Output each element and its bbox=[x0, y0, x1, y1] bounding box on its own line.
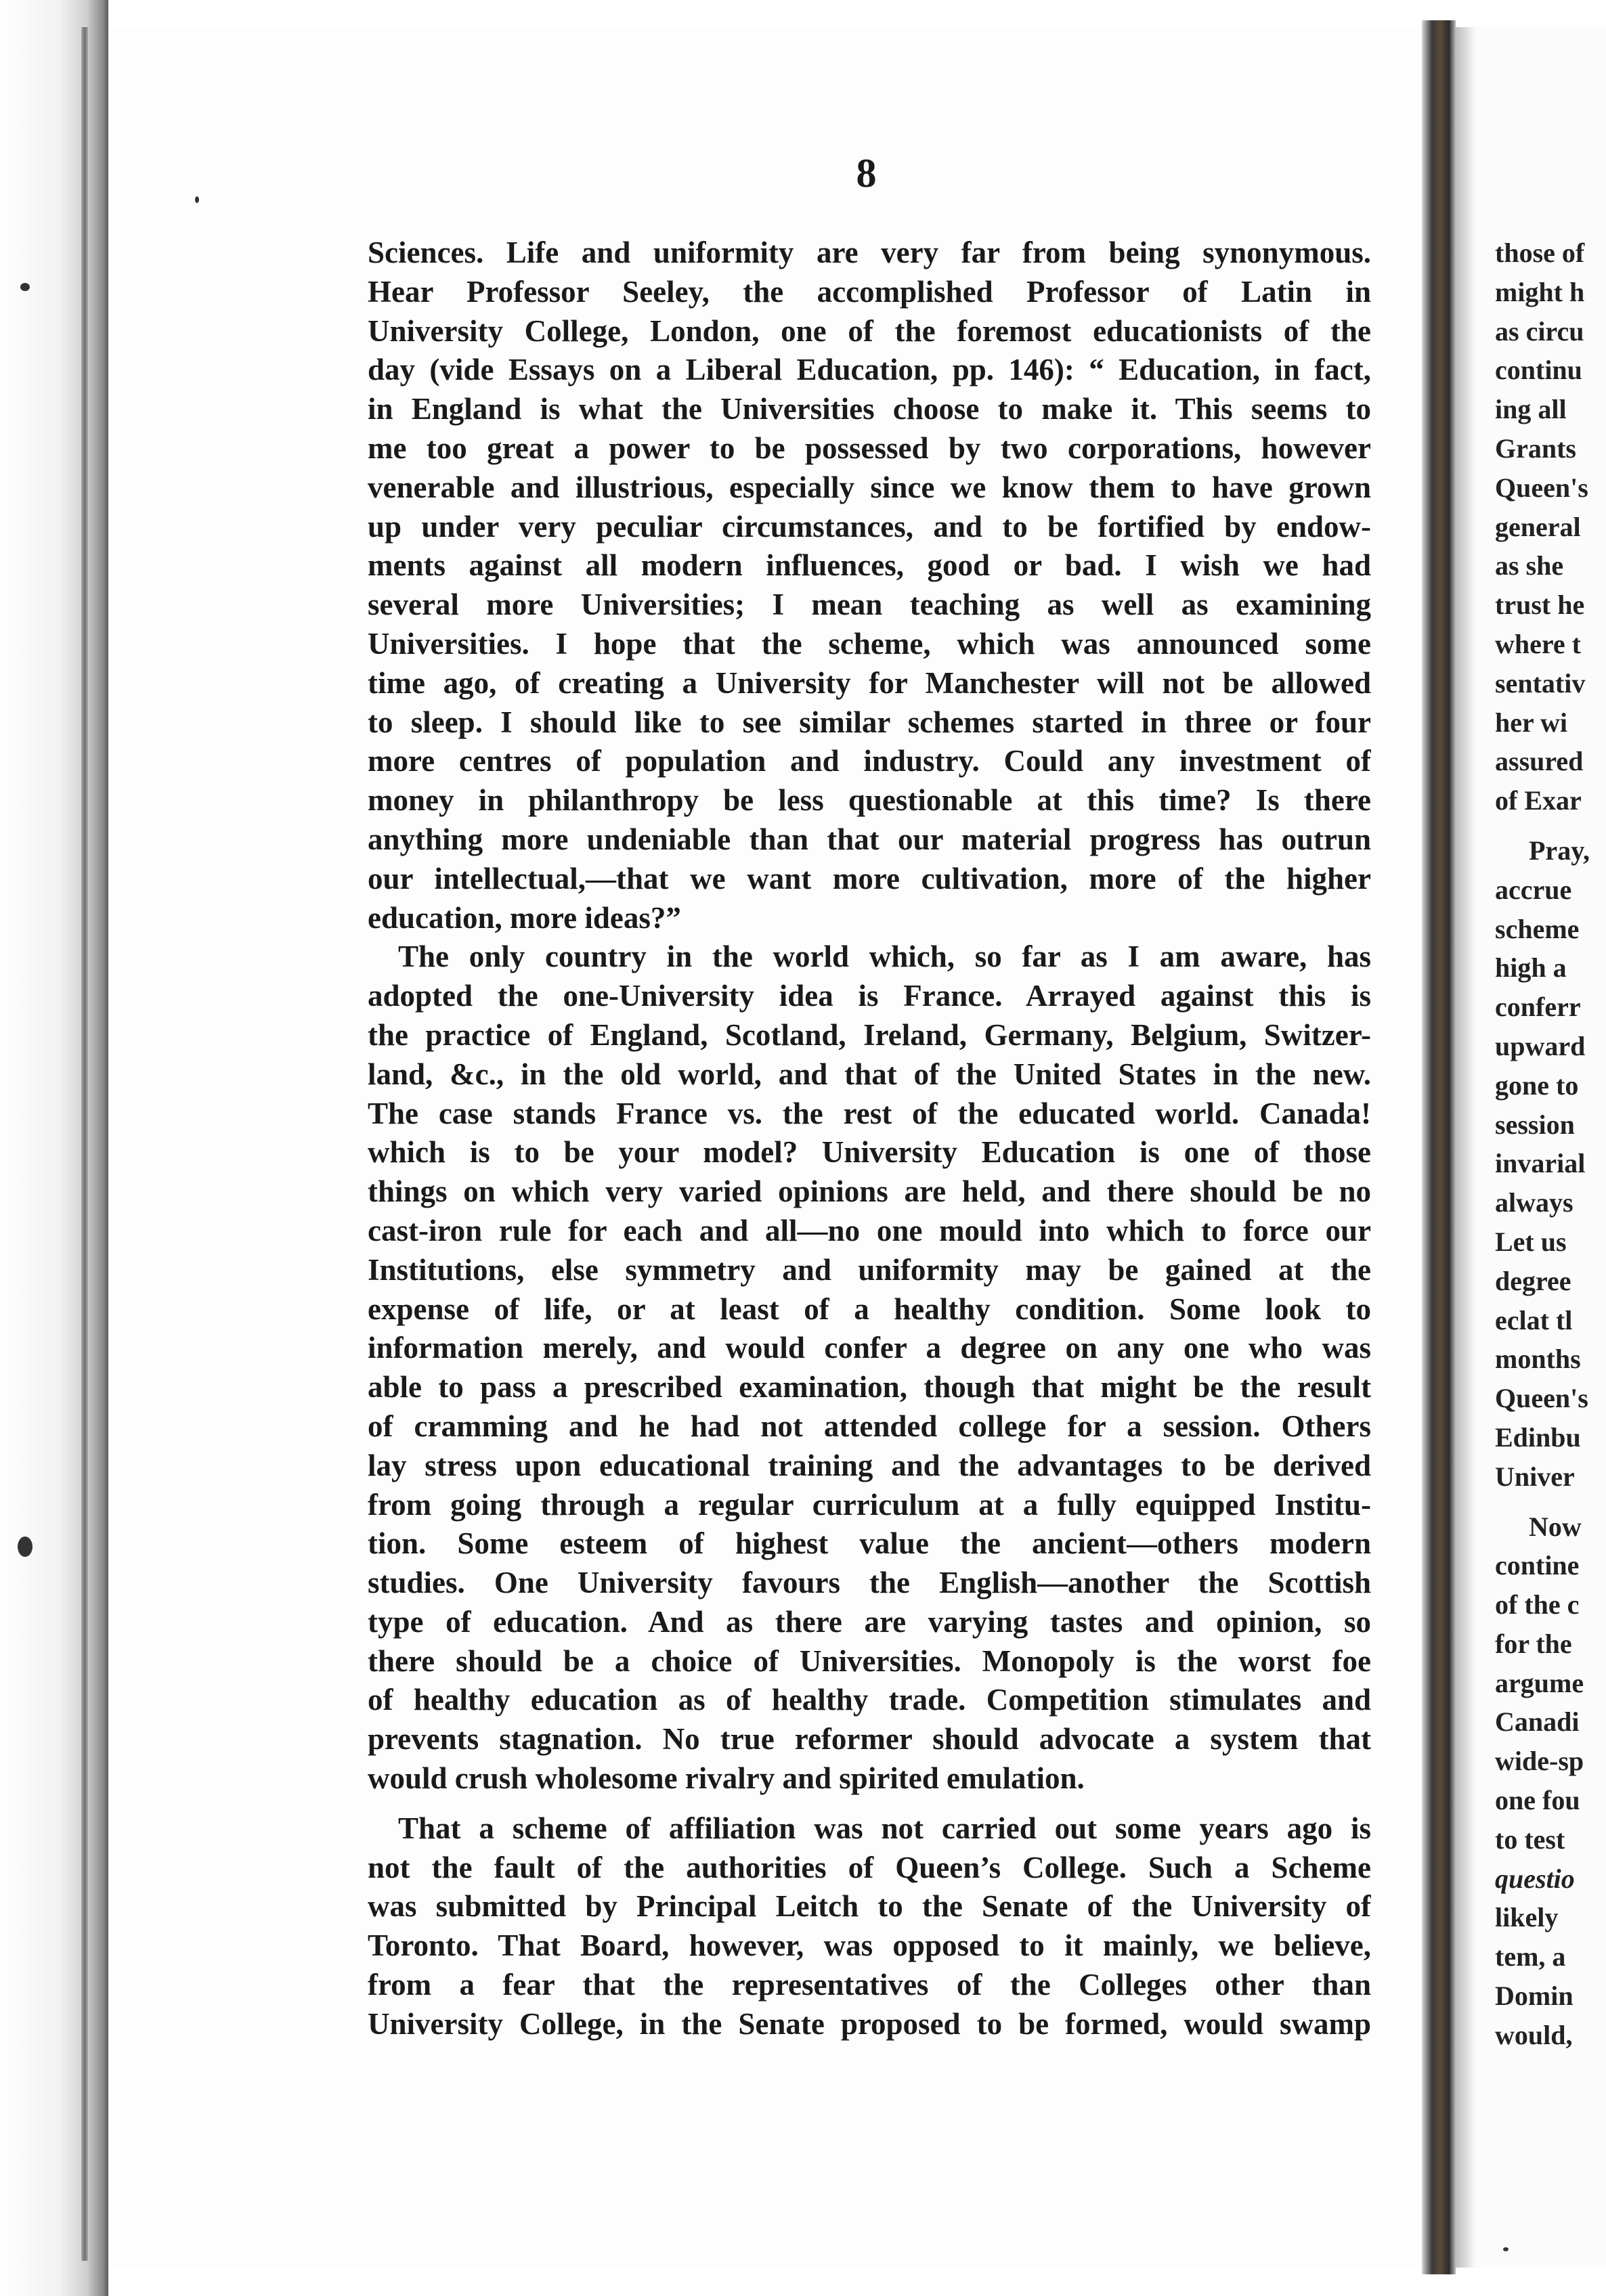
text-line: me too great a power to be possessed by two corporations, however bbox=[368, 430, 1371, 465]
paragraph-spacer bbox=[368, 1798, 1371, 1809]
fragment-line: as circu bbox=[1495, 315, 1584, 347]
text-line: lay stress upon educational training and the advantages to be derived bbox=[368, 1448, 1371, 1482]
fragment-line: general bbox=[1495, 511, 1581, 542]
fragment-line: contine bbox=[1495, 1550, 1580, 1581]
text-line: time ago, of creating a University for Manchester will not be allowed bbox=[368, 665, 1371, 700]
page-9-shadow bbox=[1456, 27, 1476, 2268]
text-line: of healthy education as of healthy trade. Competition stimulates and bbox=[368, 1683, 1371, 1717]
text-line: prevents stagnation. No true reformer should advocate a system that bbox=[368, 1722, 1371, 1757]
text-line: which is to be your model? University Education is one of those bbox=[368, 1135, 1371, 1170]
fragment-line: trust he bbox=[1495, 590, 1585, 621]
text-line: education, more ideas?” bbox=[368, 900, 681, 935]
fragment-line: Pray, bbox=[1529, 835, 1590, 866]
fragment-line: to test bbox=[1495, 1824, 1565, 1855]
fragment-line: Let us bbox=[1495, 1226, 1567, 1257]
text-line: several more Universities; I mean teaching as well as examining bbox=[368, 588, 1371, 622]
text-line: Toronto. That Board, however, was opposed to it mainly, we believe, bbox=[368, 1928, 1371, 1963]
text-line: of cramming and he had not attended college for a session. Others bbox=[368, 1409, 1371, 1443]
fragment-line: Canadi bbox=[1495, 1706, 1580, 1738]
fragment-line: continu bbox=[1495, 355, 1582, 386]
text-line: studies. One University favours the English—another the Scottish bbox=[368, 1566, 1371, 1600]
fragment-line: session bbox=[1495, 1109, 1575, 1140]
fragment-line: likely bbox=[1495, 1902, 1559, 1933]
text-line: more centres of population and industry. Could any investment of bbox=[368, 744, 1371, 778]
text-line: not the fault of the authorities of Queen’s College. Such a Scheme bbox=[368, 1850, 1371, 1884]
paragraph-spacer bbox=[1495, 820, 1606, 831]
fragment-line: tem, a bbox=[1495, 1941, 1566, 1972]
fragment-line: gone to bbox=[1495, 1069, 1579, 1101]
fragment-line: Queen's bbox=[1495, 1383, 1588, 1414]
main-text-column bbox=[368, 234, 1371, 2044]
fragment-line: sentativ bbox=[1495, 667, 1586, 699]
fragment-line: accrue bbox=[1495, 874, 1572, 905]
text-line: The only country in the world which, so far as I am aware, has bbox=[398, 940, 1371, 974]
fragment-line: of Exar bbox=[1495, 785, 1582, 816]
text-line: would crush wholesome rivalry and spirited emulation. bbox=[368, 1761, 1085, 1796]
text-line: information merely, and would confer a degree on any one who was bbox=[368, 1331, 1371, 1365]
fragment-line: as she bbox=[1495, 550, 1564, 581]
text-line: there should be a choice of Universities. Monopoly is the worst foe bbox=[368, 1643, 1371, 1678]
fragment-line: Domin bbox=[1495, 1981, 1574, 2012]
fragment-line: upward bbox=[1495, 1030, 1586, 1061]
text-line: able to pass a prescribed examination, though that might be the result bbox=[368, 1370, 1371, 1405]
next-page-text-fragments bbox=[1495, 234, 1606, 2055]
fragment-line: might h bbox=[1495, 276, 1585, 307]
scan-speck bbox=[20, 283, 30, 291]
fragment-line: for the bbox=[1495, 1628, 1572, 1659]
paragraph-3 bbox=[368, 1809, 1371, 2044]
left-gutter-shadow bbox=[0, 0, 108, 2296]
fragment-line: Edinbu bbox=[1495, 1421, 1581, 1453]
fragment-line: questio bbox=[1495, 1863, 1575, 1894]
scan-speck bbox=[1503, 2247, 1509, 2251]
fragment-line: of the c bbox=[1495, 1589, 1580, 1620]
fragment-block-2 bbox=[1495, 831, 1606, 1497]
text-line: things on which very varied opinions are held, and there should be no bbox=[368, 1174, 1371, 1209]
left-binding-edge bbox=[81, 27, 88, 2261]
text-line: type of education. And as there are varying tastes and opinion, so bbox=[368, 1604, 1371, 1639]
fragment-line: Univer bbox=[1495, 1461, 1575, 1492]
fragment-block-3 bbox=[1495, 1507, 1606, 2055]
paragraph-spacer bbox=[1495, 1497, 1606, 1507]
fragment-line: scheme bbox=[1495, 913, 1580, 944]
text-line: Hear Professor Seeley, the accomplished Professor of Latin in bbox=[368, 274, 1371, 309]
text-line: expense of life, or at least of a healthy condition. Some look to bbox=[368, 1292, 1371, 1326]
text-line: venerable and illustrious, especially since we know them to have grown bbox=[368, 470, 1371, 504]
text-line: the practice of England, Scotland, Ireland, Germany, Belgium, Switzer- bbox=[368, 1017, 1371, 1052]
text-line: That a scheme of affiliation was not carried out some years ago is bbox=[398, 1811, 1371, 1845]
fragment-line: Grants bbox=[1495, 433, 1576, 464]
book-binding bbox=[1422, 20, 1456, 2274]
text-line: The case stands France vs. the rest of the educated world. Canada! bbox=[368, 1096, 1371, 1130]
text-line: anything more undeniable than that our material progress has outrun bbox=[368, 822, 1371, 856]
fragment-line: wide-sp bbox=[1495, 1746, 1584, 1777]
text-line: land, &c., in the old world, and that of the United States in the new. bbox=[368, 1057, 1371, 1091]
fragment-line: assured bbox=[1495, 746, 1584, 777]
fragment-line: one fou bbox=[1495, 1785, 1580, 1816]
fragment-line: always bbox=[1495, 1187, 1574, 1218]
fragment-line: conferr bbox=[1495, 992, 1581, 1023]
text-line: University College, London, one of the foremost educationists of the bbox=[368, 313, 1371, 348]
text-line: Universities. I hope that the scheme, which was announced some bbox=[368, 626, 1371, 661]
fragment-line: ing all bbox=[1495, 394, 1567, 425]
fragment-line: degree bbox=[1495, 1265, 1571, 1296]
fragment-line: where t bbox=[1495, 628, 1581, 659]
fragment-line: eclat tl bbox=[1495, 1304, 1573, 1335]
fragment-line: those of bbox=[1495, 238, 1585, 268]
text-line: from going through a regular curriculum at a fully equipped Institu- bbox=[368, 1487, 1371, 1522]
text-line: Institutions, else symmetry and uniformity may be gained at the bbox=[368, 1252, 1371, 1287]
page-number: 8 bbox=[856, 151, 877, 196]
text-line: our intellectual,—that we want more cultivation, more of the higher bbox=[368, 861, 1371, 896]
text-line: Sciences. Life and uniformity are very far from being synonymous. bbox=[368, 236, 1371, 269]
paragraph-1 bbox=[368, 234, 1371, 937]
text-line: up under very peculiar circumstances, and to be fortified by endow- bbox=[368, 509, 1371, 544]
text-line: to sleep. I should like to see similar schemes started in three or four bbox=[368, 705, 1371, 739]
text-line: day (vide Essays on a Liberal Education, pp. 146): “ Education, in fact, bbox=[368, 353, 1371, 387]
text-line: tion. Some esteem of highest value the ancient—others modern bbox=[368, 1526, 1371, 1561]
paragraph-2 bbox=[368, 937, 1371, 1798]
fragment-line: argume bbox=[1495, 1667, 1584, 1698]
fragment-line: high a bbox=[1495, 952, 1567, 984]
text-line: adopted the one-University idea is France. Arrayed against this is bbox=[368, 979, 1371, 1013]
fragment-line: invarial bbox=[1495, 1148, 1586, 1179]
text-line: from a fear that the representatives of the Colleges other than bbox=[368, 1968, 1371, 2002]
fragment-block-1 bbox=[1495, 234, 1606, 820]
text-line: money in philanthropy be less questionable at this time? Is there bbox=[368, 783, 1371, 818]
scan-speck bbox=[18, 1537, 32, 1557]
text-line: University College, in the Senate proposed to be formed, would swamp bbox=[368, 2006, 1371, 2041]
scan-speck bbox=[195, 196, 199, 203]
fragment-line: Queen's bbox=[1495, 472, 1588, 503]
fragment-line: her wi bbox=[1495, 707, 1568, 738]
text-line: in England is what the Universities choose to make it. This seems to bbox=[368, 392, 1371, 426]
fragment-line: months bbox=[1495, 1344, 1581, 1375]
fragment-line: Now bbox=[1529, 1511, 1582, 1542]
text-line: ments against all modern influences, good or bad. I wish we had bbox=[368, 548, 1371, 583]
text-line: was submitted by Principal Leitch to the Senate of the University of bbox=[368, 1889, 1371, 1924]
fragment-line: would, bbox=[1495, 2019, 1573, 2050]
text-line: cast-iron rule for each and all—no one mould into which to force our bbox=[368, 1213, 1371, 1248]
